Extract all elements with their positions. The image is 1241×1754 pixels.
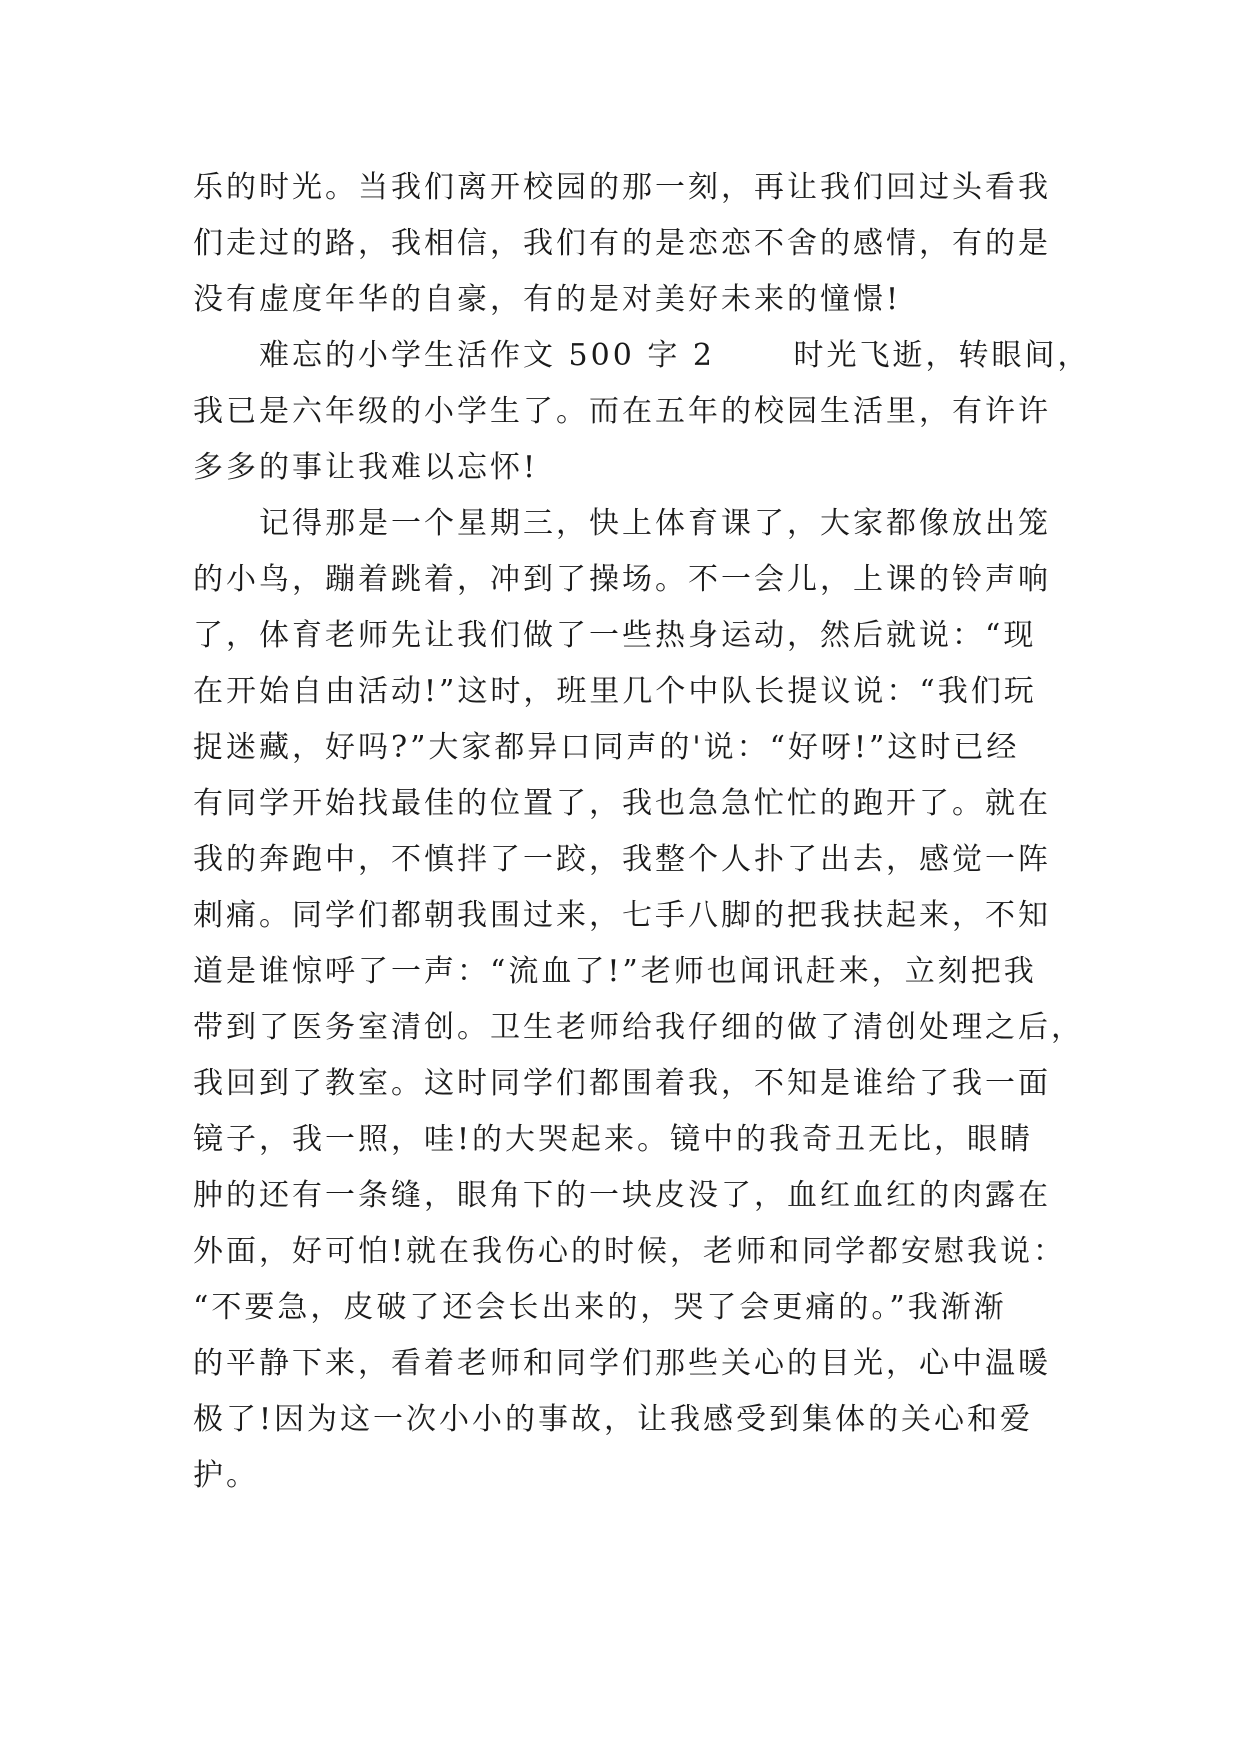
text-line: 极了!因为这一次小小的事故，让我感受到集体的关心和爱 bbox=[193, 1402, 1034, 1437]
paragraph-1 bbox=[193, 160, 1073, 328]
text-line: 我已是六年级的小学生了。而在五年的校园生活里，有许许 bbox=[193, 394, 1051, 429]
text-line: 带到了医务室清创。卫生老师给我仔细的做了清创处理之后， bbox=[193, 1010, 1084, 1045]
text-line: 肿的还有一条缝，眼角下的一块皮没了，血红血红的肉露在 bbox=[193, 1178, 1051, 1213]
text-line: 记得那是一个星期三，快上体育课了，大家都像放出笼 bbox=[193, 506, 1051, 541]
text-line: 我回到了教室。这时同学们都围着我，不知是谁给了我一面 bbox=[193, 1066, 1051, 1101]
text-line: 道是谁惊呼了一声：“流血了!”老师也闻讯赶来，立刻把我 bbox=[193, 954, 1037, 989]
text-line: 乐的时光。当我们离开校园的那一刻，再让我们回过头看我 bbox=[193, 170, 1051, 205]
text-line: 多多的事让我难以忘怀! bbox=[193, 450, 539, 485]
text-line: 们走过的路，我相信，我们有的是恋恋不舍的感情，有的是 bbox=[193, 226, 1051, 261]
text-line: 镜子，我一照，哇!的大哭起来。镜中的我奇丑无比，眼睛 bbox=[193, 1122, 1034, 1157]
text-line: 的平静下来，看着老师和同学们那些关心的目光，心中温暖 bbox=[193, 1346, 1051, 1381]
text-line: 在开始自由活动!”这时，班里几个中队长提议说：“我们玩 bbox=[193, 674, 1037, 709]
document-body bbox=[193, 160, 1091, 1504]
text-line: 了，体育老师先让我们做了一些热身运动，然后就说：“现 bbox=[193, 618, 1037, 653]
text-line: 没有虚度年华的自豪，有的是对美好未来的憧憬! bbox=[193, 282, 902, 317]
paragraph-2 bbox=[193, 328, 1091, 496]
paragraph-3 bbox=[193, 496, 1084, 1504]
text-line: 外面，好可怕!就在我伤心的时候，老师和同学都安慰我说： bbox=[193, 1234, 1067, 1269]
text-line: 的小鸟，蹦着跳着，冲到了操场。不一会儿，上课的铃声响 bbox=[193, 562, 1051, 597]
text-line: 捉迷藏，好吗?”大家都异口同声的'说：“好呀!”这时已经 bbox=[193, 730, 1020, 765]
text-line: 难忘的小学生活作文 500 字 2 时光飞逝，转眼间， bbox=[193, 338, 1091, 373]
text-line: “不要急，皮破了还会长出来的，哭了会更痛的。”我渐渐 bbox=[193, 1290, 1007, 1325]
text-line: 护。 bbox=[193, 1458, 259, 1493]
text-line: 有同学开始找最佳的位置了，我也急急忙忙的跑开了。就在 bbox=[193, 786, 1051, 821]
text-line: 刺痛。同学们都朝我围过来，七手八脚的把我扶起来，不知 bbox=[193, 898, 1051, 933]
text-line: 我的奔跑中，不慎拌了一跤，我整个人扑了出去，感觉一阵 bbox=[193, 842, 1051, 877]
